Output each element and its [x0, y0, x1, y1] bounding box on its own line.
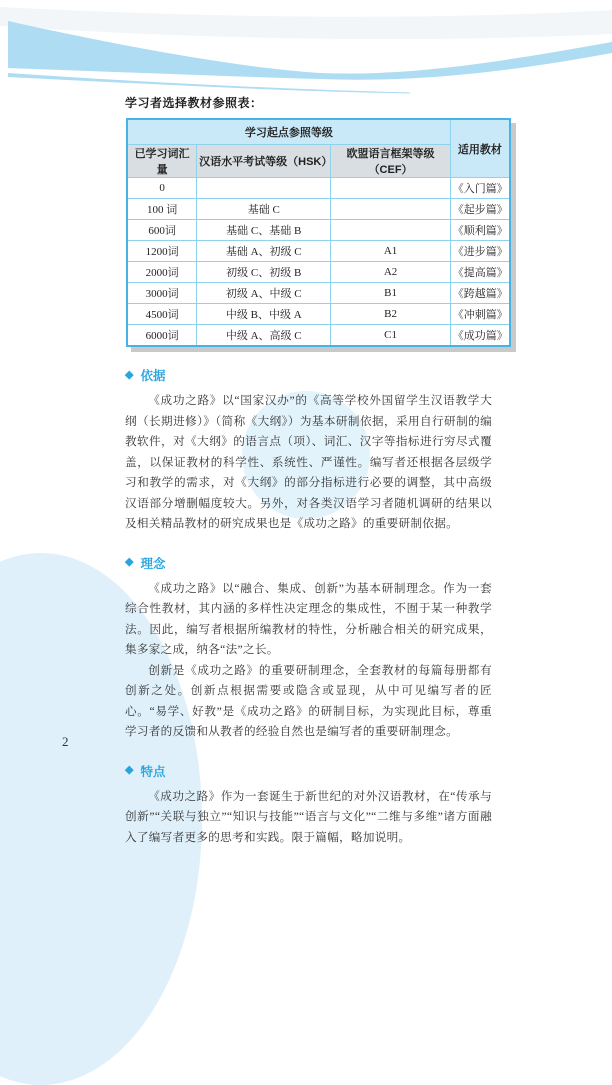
table-cell	[331, 220, 450, 241]
table-cell: 基础 A、初级 C	[197, 241, 331, 262]
table-cell: C1	[331, 325, 450, 347]
table-row	[127, 199, 510, 220]
page-content	[125, 94, 508, 848]
diamond-bullet-icon: ◆	[125, 368, 134, 381]
table-row	[127, 220, 510, 241]
table-cell: A1	[331, 241, 450, 262]
section-heading-label: 特点	[140, 764, 166, 779]
section-heading	[125, 366, 492, 384]
table-cell	[331, 199, 450, 220]
table-cell: 中级 B、中级 A	[197, 304, 331, 325]
table-cell: B1	[331, 283, 450, 304]
table-cell: 基础 C、基础 B	[197, 220, 331, 241]
header-applicable-textbook: 适用教材	[450, 119, 510, 178]
top-swoosh-decoration	[0, 0, 612, 100]
section-concept	[125, 554, 492, 743]
textbook-reference-table	[126, 118, 511, 347]
table-cell: 基础 C	[197, 199, 331, 220]
page-number: 2	[62, 734, 69, 749]
table-cell: B2	[331, 304, 450, 325]
table-row	[127, 241, 510, 262]
section-heading	[125, 762, 492, 780]
table-cell: 《跨越篇》	[450, 283, 510, 304]
table-cell: 初级 A、中级 C	[197, 283, 331, 304]
swoosh-gray-band	[0, 7, 612, 39]
table-caption: 学习者选择教材参照表：	[125, 96, 263, 110]
table-cell: 《入门篇》	[450, 178, 510, 199]
table-row	[127, 283, 510, 304]
table-cell: 《成功篇》	[450, 325, 510, 347]
table-cell: 《进步篇》	[450, 241, 510, 262]
diamond-bullet-icon: ◆	[125, 556, 134, 568]
table-cell: 中级 A、高级 C	[197, 325, 331, 347]
table-cell: 初级 C、初级 B	[197, 262, 331, 283]
table-row	[127, 262, 510, 283]
section-paragraph: 《成功之路》作为一套诞生于新世纪的对外汉语教材，在“传承与创新”“关联与独立”“知识与技能”“语言与文化”“二维与多维”诸方面融入了编写者更多的思考和实践。限于篇幅，略加说明。	[125, 789, 492, 844]
table-cell	[197, 178, 331, 199]
table-cell: 600词	[127, 220, 197, 241]
section-features	[125, 762, 492, 849]
section-heading-label: 理念	[140, 556, 166, 571]
table-cell: 1200词	[127, 241, 197, 262]
table-cell: 《冲刺篇》	[450, 304, 510, 325]
section-heading	[125, 554, 492, 572]
table-cell: 100 词	[127, 199, 197, 220]
section-heading-label: 依据	[140, 369, 166, 383]
subheader-hsk: 汉语水平考试等级（HSK）	[197, 145, 331, 178]
diamond-bullet-icon: ◆	[125, 764, 134, 776]
table-cell: 《起步篇》	[450, 199, 510, 220]
subheader-vocab: 已学习词汇量	[127, 145, 197, 178]
section-paragraph: 创新是《成功之路》的重要研制理念，全套教材的每篇每册都有创新之处。创新点根据需要或隐含或显现，从中可见编写者的匠心。“易学、好教”是《成功之路》的研制目标，为实现此目标，尊重学习者的反馈和从教者的经验自然也是编写者的重要研制理念。	[125, 663, 492, 738]
table-cell: A2	[331, 262, 450, 283]
section-paragraph: 《成功之路》以“融合、集成、创新”为基本研制理念。作为一套综合性教材，其内涵的多样性决定理念的集成性，不囿于某一种教学法。因此，编写者根据所编教材的特性，分析融合相关的研究成果，集多家之成，纳各“法”之长。	[125, 581, 492, 656]
table-cell: 《顺利篇》	[450, 220, 510, 241]
subheader-cef: 欧盟语言框架等级（CEF）	[331, 145, 450, 178]
table-cell: 《提高篇》	[450, 262, 510, 283]
table-header-row	[127, 119, 510, 145]
table-cell: 3000词	[127, 283, 197, 304]
section-basis	[125, 366, 492, 535]
section-paragraph: 《成功之路》以“国家汉办”的《高等学校外国留学生汉语教学大纲（长期进修）》（简称《大纲》）为基本研制依据，采用自行研制的编教软件，对《大纲》的语言点（项）、词汇、汉字等指标进行穷尽式覆盖，以保证教材的科学性、系统性、严谨性。编写者还根据各层级学习和教学的需求，对《大纲》的部分指标进行必要的调整，其中高级汉语部分增删幅度较大。另外，对各类汉语学习者随机调研的结果以及相关精品教材的研究成果也是《成功之路》的重要研制依据。	[125, 394, 492, 530]
header-start-level-group: 学习起点参照等级	[127, 119, 450, 145]
table-row	[127, 325, 510, 347]
table-row	[127, 178, 510, 199]
table-row	[127, 304, 510, 325]
table-cell: 6000词	[127, 325, 197, 347]
table-cell	[331, 178, 450, 199]
table-cell: 2000词	[127, 262, 197, 283]
table-cell: 0	[127, 178, 197, 199]
table-cell: 4500词	[127, 304, 197, 325]
